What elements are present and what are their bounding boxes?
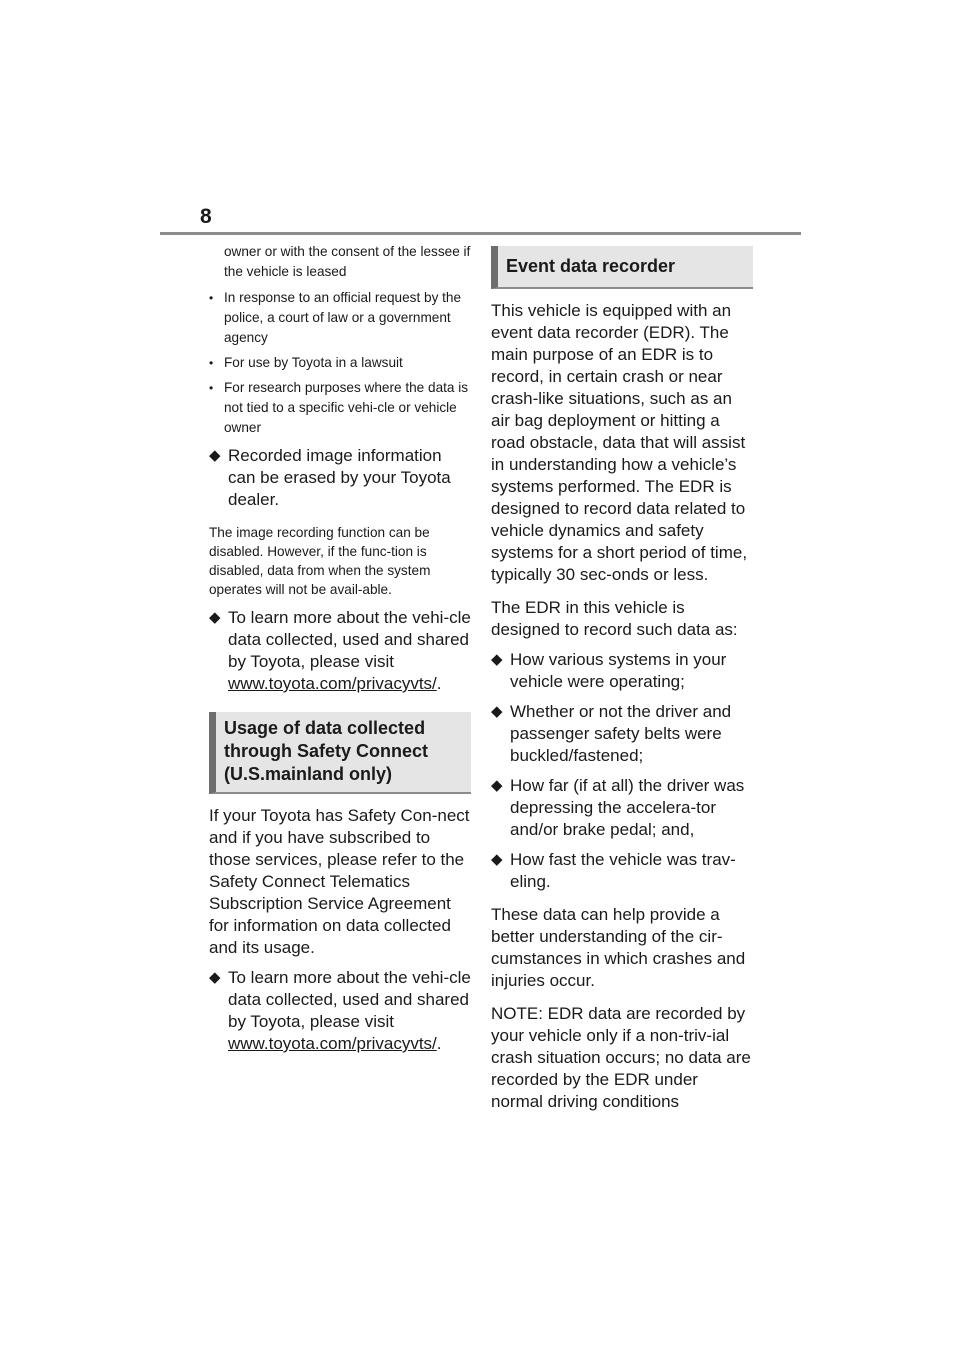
privacy-link[interactable]: www.toyota.com/privacyvts/ [228, 1034, 437, 1053]
diamond-icon: ◆ [491, 651, 503, 668]
period: . [436, 1034, 442, 1053]
bullet-text: How various systems in your vehicle were operating; [510, 650, 727, 691]
bullet-text: How far (if at all) the driver was depressing the accelera-tor and/or brake pedal; and, [510, 776, 745, 839]
paragraph-edr-data: The EDR in this vehicle is designed to record such data as: [491, 598, 738, 639]
section-heading-event-data-recorder: Event data recorder [491, 246, 753, 289]
diamond-icon: ◆ [209, 969, 221, 986]
diamond-icon: ◆ [209, 447, 221, 464]
header-rule [160, 232, 801, 235]
edr-bullet-item [491, 701, 753, 767]
paragraph-safety-connect: If your Toyota has Safety Con-nect and if you have subscribed to those services, please refer to the Safety Connect Telematics Subscription Service Agreement for information on data collected and its usage. [209, 806, 470, 957]
privacy-link[interactable]: www.toyota.com/privacyvts/ [228, 674, 437, 693]
sub-bullet-list [209, 288, 471, 438]
edr-bullet-item [491, 649, 753, 693]
bullet-text: To learn more about the vehi-cle data collected, used and shared by Toyota, please visit [228, 968, 471, 1031]
sub-bullet-item: • In response to an official request by the police, a court of law or a government agency [209, 288, 471, 348]
paragraph-edr-purpose: These data can help provide a better understanding of the cir-cumstances in which crashes and injuries occur. [491, 905, 746, 990]
note-disable: The image recording function can be disabled. However, if the func-tion is disabled, data from when the system operates will not be avail-able. [209, 525, 431, 597]
diamond-icon: ◆ [491, 703, 503, 720]
sub-bullet-item: • For use by Toyota in a lawsuit [209, 353, 471, 373]
section-heading-safety-connect: Usage of data collected through Safety Connect (U.S.mainland only) [209, 712, 471, 794]
bullet-learn-more [209, 967, 471, 1055]
bullet-text: Recorded image information can be erased by your Toyota dealer. [228, 446, 451, 509]
bullet-text: How fast the vehicle was trav-eling. [510, 850, 736, 891]
right-column [491, 238, 753, 1121]
edr-bullet-item [491, 849, 753, 893]
diamond-icon: ◆ [491, 851, 503, 868]
bullet-erase [209, 445, 471, 511]
diamond-icon: ◆ [209, 609, 221, 626]
edr-bullet-item [491, 775, 753, 841]
paragraph-edr-intro: This vehicle is equipped with an event data recorder (EDR). The main purpose of an EDR is to record, in certain crash or near crash-like situations, such as an air bag deployment or hitting a road obstacle, data that will assist in understanding how a vehicle’s systems performed. The EDR is designed to record data related to vehicle dynamics and safety systems for a short period of time, typically 30 sec-onds or less. [491, 301, 748, 584]
bullet-text: To learn more about the vehi-cle data collected, used and shared by Toyota, please visit [228, 608, 471, 671]
period: . [436, 674, 442, 693]
bullet-learn-more [209, 607, 471, 695]
diamond-icon: ◆ [491, 777, 503, 794]
bullet-text: Whether or not the driver and passenger safety belts were buckled/fastened; [510, 702, 732, 765]
paragraph-edr-note: NOTE: EDR data are recorded by your vehicle only if a non-triv-ial crash situation occurs; no data are recorded by the EDR under normal driving conditions [491, 1004, 751, 1111]
continuation-text: owner or with the consent of the lessee if the vehicle is leased [224, 244, 471, 279]
page-number: 8 [200, 205, 212, 228]
sub-bullet-item: • For research purposes where the data is not tied to a specific vehi-cle or vehicle owner [209, 378, 471, 438]
left-column [209, 238, 471, 1063]
